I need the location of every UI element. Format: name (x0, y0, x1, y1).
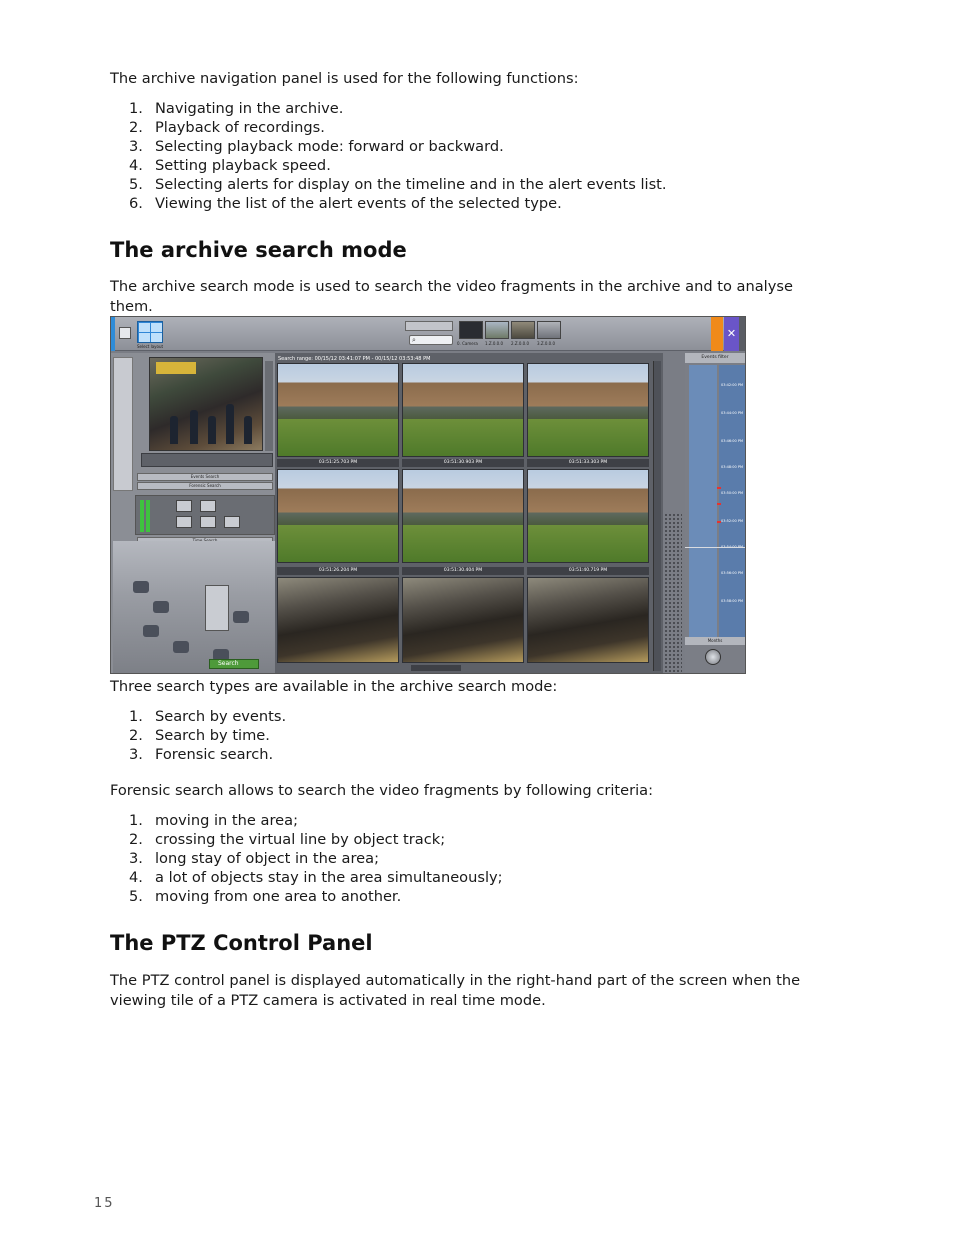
camera-label-2: 2.Z.0.0.0 (511, 341, 530, 346)
result-tile[interactable] (402, 363, 524, 457)
list-text: Playback of recordings. (155, 119, 325, 136)
list-text: moving from one area to another. (155, 888, 402, 905)
list-number: 4. (129, 869, 143, 886)
camera-thumb-0[interactable] (459, 321, 483, 339)
list-text: Selecting alerts for display on the timeline and in the alert events list. (155, 176, 667, 193)
alarm-button[interactable] (711, 317, 723, 351)
list-item (110, 707, 286, 726)
list-text: moving in the area; (155, 812, 298, 829)
toolbar-accent (111, 317, 115, 351)
grid-pager[interactable] (411, 665, 461, 671)
list-text: a lot of objects stay in the area simultaneously; (155, 869, 503, 886)
functions-list (110, 99, 667, 213)
tile-time: 03:51:33.303 PM (527, 459, 649, 467)
forensic-zones-panel (135, 495, 275, 535)
heading-ptz-control-panel: The PTZ Control Panel (110, 931, 373, 955)
camera-filter-dropdown[interactable] (405, 321, 453, 331)
timeline-tick: 03:46:00 PM (721, 439, 743, 443)
list-text: long stay of object in the area; (155, 850, 379, 867)
list-number: 5. (129, 176, 143, 193)
zone-icon[interactable] (176, 500, 192, 512)
forensic-intro: Forensic search allows to search the video fragments by following criteria: (110, 782, 654, 799)
list-number: 2. (129, 831, 143, 848)
tab-forensic-search[interactable]: Forensic Search (137, 482, 273, 490)
result-tile[interactable] (402, 469, 524, 563)
list-text: Setting playback speed. (155, 157, 331, 174)
timeline-cursor[interactable] (685, 547, 745, 548)
camera-label-0: 0. Camera (457, 341, 478, 346)
alert-marker[interactable] (717, 487, 721, 489)
layout-label: Select layout (137, 344, 164, 349)
timeline-tick: 03:42:00 PM (721, 383, 743, 387)
timeline-tick: 03:44:00 PM (721, 411, 743, 415)
tile-time: 03:51:30.404 PM (402, 567, 524, 575)
timeline-scale[interactable] (719, 365, 745, 637)
intro-paragraph: The archive navigation panel is used for the following functions: (110, 70, 579, 87)
list-text: Forensic search. (155, 746, 274, 763)
search-types-intro: Three search types are available in the archive search mode: (110, 678, 558, 695)
tile-time: 03:51:25.703 PM (277, 459, 399, 467)
camera-thumb-2[interactable] (511, 321, 535, 339)
zone-icon[interactable] (200, 500, 216, 512)
tile-time: 03:51:26.204 PM (277, 567, 399, 575)
result-tile[interactable] (402, 577, 524, 663)
months-scale[interactable]: Months (685, 637, 745, 645)
zone-icon[interactable] (200, 516, 216, 528)
magnifier-icon: ⌕ (412, 336, 416, 344)
list-text: Navigating in the archive. (155, 100, 344, 117)
list-item (110, 868, 503, 887)
list-number: 1. (129, 812, 143, 829)
playback-speed-knob[interactable] (705, 649, 721, 665)
preview-controls[interactable] (265, 361, 273, 451)
search-range-label: Search range: 00/15/12 03:41:07 PM - 00/15/12 03:53:48 PM (278, 356, 431, 362)
street-camera-view (113, 541, 275, 673)
zone-icon[interactable] (224, 516, 240, 528)
events-filter-header[interactable]: Events filter (685, 353, 745, 363)
list-number: 1. (129, 100, 143, 117)
list-item (110, 156, 667, 175)
list-text: Selecting playback mode: forward or backward. (155, 138, 504, 155)
list-item (110, 887, 503, 906)
camera-thumb-3[interactable] (537, 321, 561, 339)
list-text: Search by time. (155, 727, 270, 744)
list-number: 6. (129, 195, 143, 212)
list-item (110, 849, 503, 868)
list-text: Search by events. (155, 708, 287, 725)
list-item (110, 175, 667, 194)
list-item (110, 118, 667, 137)
result-tile[interactable] (527, 577, 649, 663)
window-icon[interactable] (119, 327, 131, 339)
settings-tools-icon[interactable]: ✕ (724, 317, 739, 351)
list-number: 2. (129, 727, 143, 744)
result-tile[interactable] (277, 469, 399, 563)
list-item (110, 830, 503, 849)
layout-button[interactable] (137, 321, 163, 343)
search-mode-description: The archive search mode is used to search the video fragments in the archive and to analyse them. (110, 278, 793, 315)
list-number: 3. (129, 850, 143, 867)
ptz-description: The PTZ control panel is displayed automatically in the right-hand part of the screen when the viewing tile of a PTZ camera is activated in real time mode. (110, 972, 801, 1009)
list-number: 1. (129, 708, 143, 725)
list-item (110, 745, 286, 764)
tile-time: 03:51:30.903 PM (402, 459, 524, 467)
timeline-tick: 03:52:00 PM (721, 519, 743, 523)
zone-indicator (146, 500, 150, 532)
search-types-list (110, 707, 286, 764)
alert-marker[interactable] (717, 521, 721, 523)
alert-marker[interactable] (717, 503, 721, 505)
toolbar-scroll[interactable] (739, 317, 745, 351)
list-number: 4. (129, 157, 143, 174)
list-number: 5. (129, 888, 143, 905)
page-number: 15 (94, 1196, 115, 1211)
grid-texture (664, 513, 682, 673)
result-tile[interactable] (527, 363, 649, 457)
forensic-criteria-list (110, 811, 503, 906)
left-side-strip (113, 357, 133, 491)
result-tile[interactable] (277, 363, 399, 457)
timeline-tick: 03:48:00 PM (721, 465, 743, 469)
tile-time: 03:51:40.719 PM (527, 567, 649, 575)
camera-label-1: 1.Z.0.0.0 (485, 341, 504, 346)
result-tile[interactable] (277, 577, 399, 663)
timeline-tick: 03:50:00 PM (721, 491, 743, 495)
result-tile[interactable] (527, 469, 649, 563)
list-item (110, 194, 667, 213)
timeline-tick: 03:58:00 PM (721, 599, 743, 603)
camera-preview[interactable] (149, 357, 263, 451)
list-text: Viewing the list of the alert events of the selected type. (155, 195, 562, 212)
zone-icon[interactable] (176, 516, 192, 528)
list-item (110, 811, 503, 830)
list-number: 2. (129, 119, 143, 136)
list-number: 3. (129, 746, 143, 763)
list-text: crossing the virtual line by object track; (155, 831, 446, 848)
list-item (110, 726, 286, 745)
list-number: 3. (129, 138, 143, 155)
search-button[interactable]: Search (209, 659, 259, 669)
archive-search-screenshot (110, 316, 746, 674)
tab-events-search[interactable]: Events Search (137, 473, 273, 481)
camera-search-input[interactable] (409, 335, 453, 345)
timeline-tick: 03:56:00 PM (721, 571, 743, 575)
heading-archive-search-mode: The archive search mode (110, 238, 407, 262)
camera-label-3: 3.Z.0.0.0 (537, 341, 556, 346)
zone-indicator (140, 500, 144, 532)
preview-timebar[interactable] (141, 453, 273, 467)
timeline-column[interactable] (689, 365, 717, 637)
list-item (110, 99, 667, 118)
list-item (110, 137, 667, 156)
results-scrollbar[interactable] (653, 361, 661, 671)
camera-thumb-1[interactable] (485, 321, 509, 339)
